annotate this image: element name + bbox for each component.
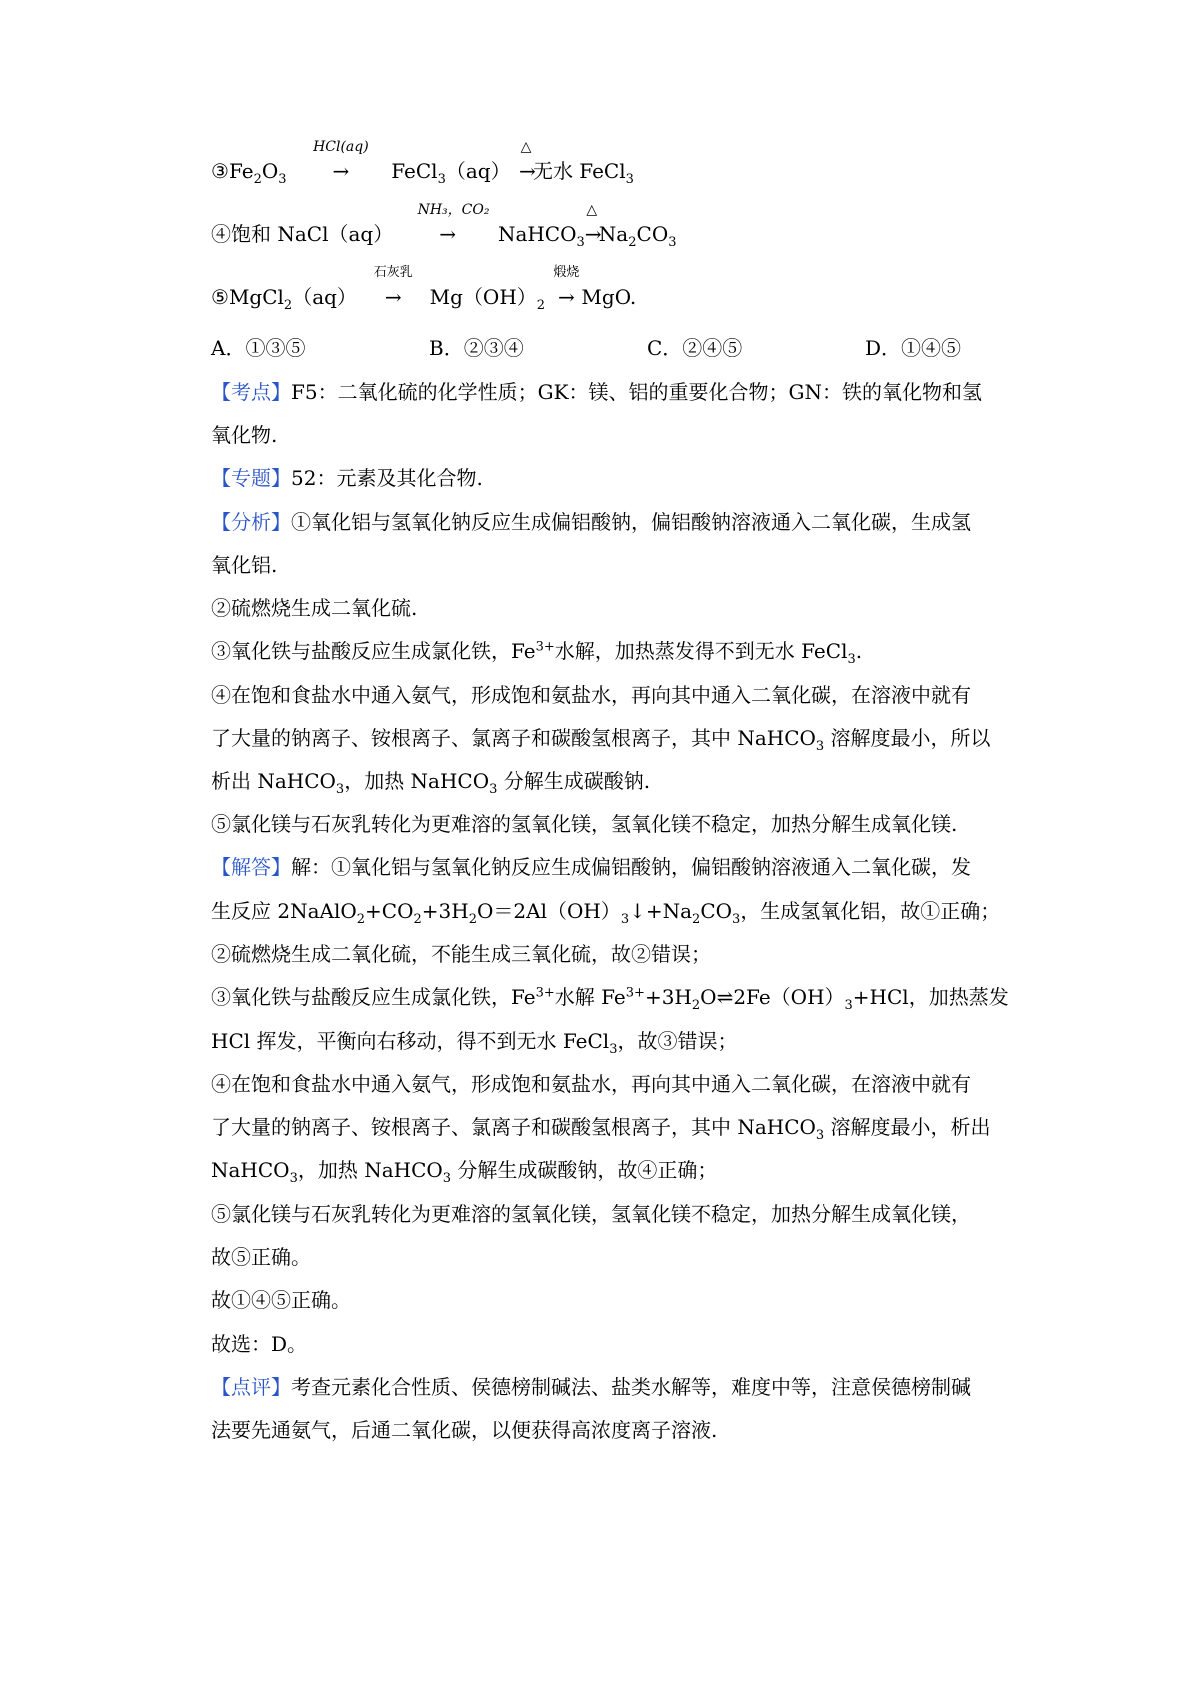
fenxi-line-6: 了大量的钠离子、铵根离子、氯离子和碳酸氢根离子，其中 NaHCO$_3$ 溶解度最小，所以 (211, 726, 991, 754)
jieda-line-10: 故⑤正确。 (211, 1245, 311, 1269)
option-b: B．②③④ (429, 336, 524, 360)
jieda-line-8: NaHCO$_3$，加热 NaHCO$_3$ 分解生成碳酸钠，故④正确； (211, 1158, 718, 1186)
fenxi-tag: 【分析】 (211, 510, 291, 534)
jieda-line-6: ④在饱和食盐水中通入氨气，形成饱和氨盐水，再向其中通入二氧化碳，在溶液中就有 (211, 1072, 971, 1096)
reaction-arrow: △ → (518, 139, 536, 183)
zhuanti-line: 【专题】52：元素及其化合物. (211, 466, 483, 490)
jieda-tag: 【解答】 (211, 855, 291, 879)
fenxi-line-7: 析出 NaHCO$_3$，加热 NaHCO$_3$ 分解生成碳酸钠. (211, 769, 651, 797)
kaodian-tag: 【考点】 (211, 380, 291, 404)
jieda-line-11: 故①④⑤正确。 (211, 1288, 351, 1312)
fenxi-line-3: ②硫燃烧生成二氧化硫. (211, 596, 418, 620)
jieda-line-3: ②硫燃烧生成二氧化硫，不能生成三氧化硫，故②错误； (211, 942, 711, 966)
dianping-tag: 【点评】 (211, 1375, 291, 1399)
reaction-arrow: △ → (584, 202, 602, 246)
fenxi-line-5: ④在饱和食盐水中通入氨气，形成饱和氨盐水，再向其中通入二氧化碳，在溶液中就有 (211, 683, 971, 707)
reaction-arrow: HCl(aq) → (313, 139, 369, 183)
dianping-line-2: 法要先通氨气，后通二氧化碳，以便获得高浓度离子溶液. (211, 1418, 718, 1442)
option-d: D．①④⑤ (865, 336, 962, 360)
option-a: A．①③⑤ (211, 336, 306, 360)
kaodian-line-2: 氧化物. (211, 423, 278, 447)
jieda-line-5: HCl 挥发，平衡向右移动，得不到无水 FeCl$_3$，故③错误； (211, 1029, 738, 1057)
fenxi-line-1: 【分析】①氧化铝与氢氧化钠反应生成偏铝酸钠，偏铝酸钠溶液通入二氧化碳，生成氢 (211, 510, 971, 534)
answer-options (211, 334, 1083, 362)
jieda-line-9: ⑤氯化镁与石灰乳转化为更难溶的氢氧化镁，氢氧化镁不稳定，加热分解生成氧化镁， (211, 1202, 971, 1226)
reaction-3: $③Fe_2O_3$ HCl(aq) → FeCl$_3$（aq） △ →无水 FeCl$_3$ (211, 139, 634, 187)
jieda-line-2: 生反应 $2NaAlO_2+CO_2+3H_2O=2Al(OH)_3↓+Na_2CO_3$，生成氢氧化铝，故①正确； (211, 899, 1001, 927)
reaction-arrow: 煅烧 → (553, 265, 580, 309)
jieda-line-4: ③氧化铁与盐酸反应生成氯化铁，$Fe^{3+}$水解 $Fe^{3+}+3H_2O\rightleftharpoons 2Fe(OH)_3+HCl$，加热蒸发 (211, 985, 1009, 1013)
fenxi-line-2: 氧化铝. (211, 553, 278, 577)
kaodian-line-1: 【考点】F5：二氧化硫的化学性质；GK：镁、铝的重要化合物；GN：铁的氧化物和氢 (211, 380, 982, 404)
dianping-line-1: 【点评】考查元素化合性质、侯德榜制碱法、盐类水解等，难度中等，注意侯德榜制碱 (211, 1375, 971, 1399)
reaction-num: ③ (211, 159, 229, 183)
reaction-5: ⑤MgCl$_2$（aq） 石灰乳 → $Mg(OH)_2$ 煅烧 → MgO. (211, 265, 637, 313)
jieda-line-7: 了大量的钠离子、铵根离子、氯离子和碳酸氢根离子，其中 NaHCO$_3$ 溶解度最小，析出 (211, 1115, 991, 1143)
reaction-4: ④饱和 NaCl（aq） NH₃，CO₂ → NaHCO$_3$ △ $\to Na_2CO_3$ (211, 202, 677, 250)
zhuanti-tag: 【专题】 (211, 466, 291, 490)
fenxi-line-4: ③氧化铁与盐酸反应生成氯化铁，$Fe^{3+}$水解，加热蒸发得不到无水 FeCl$_3$. (211, 639, 863, 667)
reaction-arrow: 石灰乳 → (373, 265, 413, 309)
fenxi-line-8: ⑤氯化镁与石灰乳转化为更难溶的氢氧化镁，氢氧化镁不稳定，加热分解生成氧化镁. (211, 812, 958, 836)
reaction-arrow: NH₃，CO₂ → (417, 202, 490, 246)
jieda-line-1: 【解答】解：①氧化铝与氢氧化钠反应生成偏铝酸钠，偏铝酸钠溶液通入二氧化碳，发 (211, 855, 971, 879)
option-c: C．②④⑤ (647, 336, 743, 360)
jieda-line-12: 故选：D。 (211, 1332, 308, 1356)
